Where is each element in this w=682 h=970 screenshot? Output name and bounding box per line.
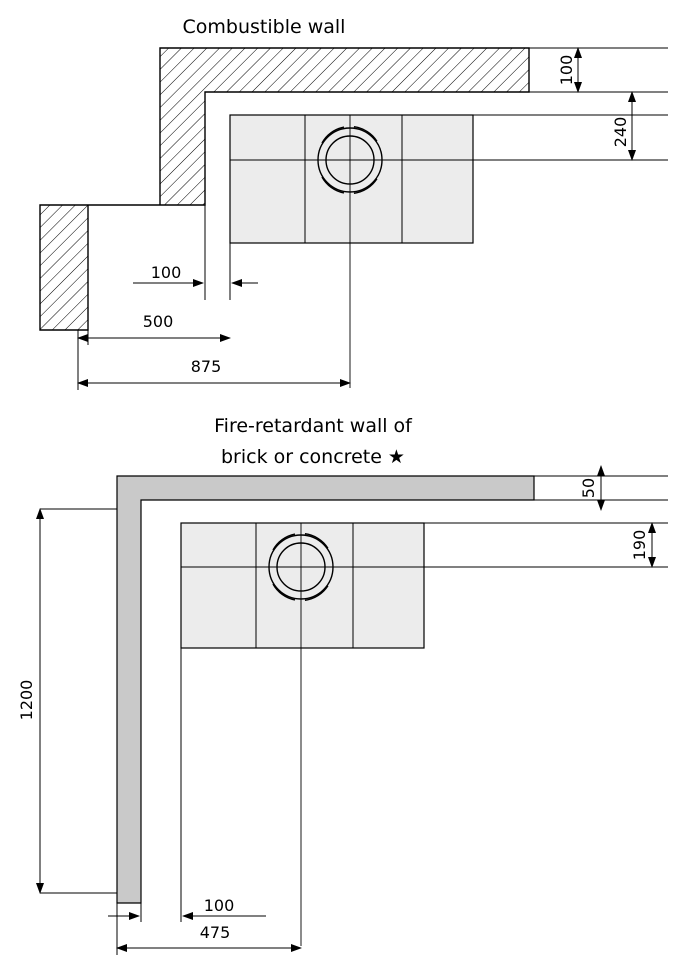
- dim-label-bottom-190: 190: [630, 529, 649, 561]
- stove-body-top: [230, 115, 473, 243]
- dim-label-top-240: 240: [611, 116, 630, 148]
- dim-label-bottom-50: 50: [579, 477, 598, 499]
- dim-label-top-100b: 100: [150, 263, 182, 282]
- dim-label-bottom-1200: 1200: [17, 679, 36, 721]
- dim-label-bottom-100: 100: [203, 896, 235, 915]
- panel-title-combustible: Combustible wall: [182, 16, 346, 38]
- dim-label-top-100: 100: [557, 54, 576, 86]
- panel-title-fireretardant-line2: brick or concrete ★: [221, 446, 405, 468]
- panel-title-fireretardant-line1: Fire-retardant wall of: [214, 415, 412, 437]
- dim-label-bottom-475: 475: [199, 923, 231, 942]
- dim-label-top-500: 500: [142, 312, 174, 331]
- dim-label-top-875: 875: [190, 357, 222, 376]
- stove-body-bottom: [181, 523, 424, 648]
- panel-fire-retardant-wall: [17, 415, 668, 955]
- panel-combustible-wall: [40, 16, 668, 390]
